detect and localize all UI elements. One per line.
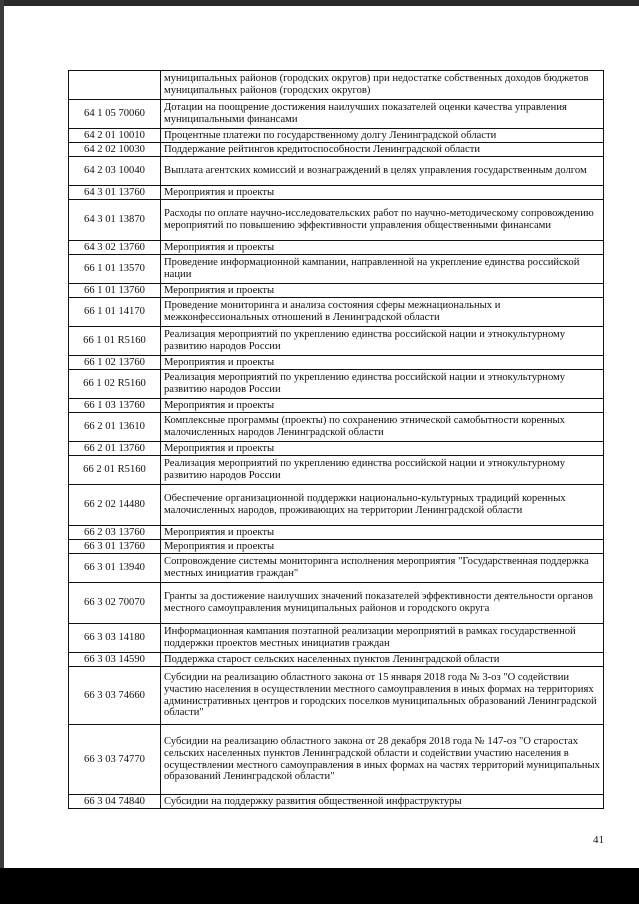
row-description: Субсидии на поддержку развития общественной инфраструктуры [161, 795, 604, 809]
table-row [69, 583, 604, 624]
table-row [69, 200, 604, 241]
row-code [69, 71, 161, 100]
table-row [69, 129, 604, 143]
row-code: 64 3 01 13870 [69, 200, 161, 241]
table-row [69, 356, 604, 370]
row-description: Мероприятия и проекты [161, 540, 604, 554]
budget-classification-table [68, 70, 604, 809]
row-description: Реализация мероприятий по укреплению единства российской нации и этнокультурному развитию народов России [161, 456, 604, 485]
table-row [69, 255, 604, 284]
row-code: 66 3 03 14590 [69, 653, 161, 667]
row-description: Проведение информационной кампании, направленной на укрепление единства российской нации [161, 255, 604, 284]
table-row [69, 485, 604, 526]
row-code: 66 3 01 13760 [69, 540, 161, 554]
row-code: 66 3 03 74770 [69, 725, 161, 795]
table-row [69, 284, 604, 298]
table-row [69, 540, 604, 554]
table-row [69, 442, 604, 456]
row-code: 66 1 02 R5160 [69, 370, 161, 399]
row-code: 66 3 03 74660 [69, 667, 161, 725]
table-row [69, 186, 604, 200]
table-row [69, 554, 604, 583]
row-description: Мероприятия и проекты [161, 186, 604, 200]
row-code: 66 2 01 R5160 [69, 456, 161, 485]
row-code: 66 1 03 13760 [69, 399, 161, 413]
table-row [69, 413, 604, 442]
table-row [69, 143, 604, 157]
row-description: Проведение мониторинга и анализа состояния сферы межнациональных и межконфессиональных отношений в Ленинградской области [161, 298, 604, 327]
row-description: Мероприятия и проекты [161, 356, 604, 370]
row-description: Расходы по оплате научно-исследовательских работ по научно-методическому сопровождению мероприятий по повышению эффективности управления общественными финансами [161, 200, 604, 241]
row-code: 66 3 01 13940 [69, 554, 161, 583]
row-description: Комплексные программы (проекты) по сохранению этнической самобытности коренных малочисленных народов Ленинградской области [161, 413, 604, 442]
scan-top-edge [0, 0, 639, 6]
table-row [69, 241, 604, 255]
row-code: 66 2 01 13610 [69, 413, 161, 442]
row-description: Мероприятия и проекты [161, 442, 604, 456]
row-description: Сопровождение системы мониторинга исполнения мероприятия "Государственная поддержка местных инициатив граждан" [161, 554, 604, 583]
row-description: Мероприятия и проекты [161, 399, 604, 413]
table-row [69, 71, 604, 100]
table-row [69, 327, 604, 356]
table-row [69, 795, 604, 809]
row-code: 66 1 01 14170 [69, 298, 161, 327]
row-code: 64 3 01 13760 [69, 186, 161, 200]
table-row [69, 157, 604, 186]
table-row [69, 653, 604, 667]
table-row [69, 624, 604, 653]
row-code: 66 1 01 R5160 [69, 327, 161, 356]
row-description: Дотации на поощрение достижения наилучших показателей оценки качества управления муниципальными финансами [161, 100, 604, 129]
row-description: Реализация мероприятий по укреплению единства российской нации и этнокультурному развитию народов России [161, 370, 604, 399]
table-row [69, 370, 604, 399]
row-description: Мероприятия и проекты [161, 526, 604, 540]
row-code: 66 2 03 13760 [69, 526, 161, 540]
row-code: 66 1 02 13760 [69, 356, 161, 370]
row-code: 64 2 03 10040 [69, 157, 161, 186]
row-description: Поддержка старост сельских населенных пунктов Ленинградской области [161, 653, 604, 667]
scan-left-edge [0, 0, 4, 868]
table-row [69, 399, 604, 413]
table-row [69, 100, 604, 129]
row-code: 66 2 02 14480 [69, 485, 161, 526]
row-description: Поддержание рейтингов кредитоспособности Ленинградской области [161, 143, 604, 157]
row-description: Обеспечение организационной поддержки национально-культурных традиций коренных малочисленных народов, проживающих на территории Ленинградской области [161, 485, 604, 526]
table-row [69, 526, 604, 540]
row-code: 66 3 04 74840 [69, 795, 161, 809]
row-code: 66 2 01 13760 [69, 442, 161, 456]
row-code: 64 2 02 10030 [69, 143, 161, 157]
row-code: 66 1 01 13760 [69, 284, 161, 298]
row-description: Выплата агентских комиссий и вознаграждений в целях управления государственным долгом [161, 157, 604, 186]
row-description: Субсидии на реализацию областного закона от 28 декабря 2018 года № 147-оз "О старостах сельских населенных пунктов Ленинградской области и содействии участию населения в осуществлении местного самоуправления в иных формах на частях территорий муниципальных образований Ленинградской области" [161, 725, 604, 795]
row-description: Процентные платежи по государственному долгу Ленинградской области [161, 129, 604, 143]
row-code: 64 3 02 13760 [69, 241, 161, 255]
table-row [69, 667, 604, 725]
row-description: муниципальных районов (городских округов) при недостатке собственных доходов бюджетов муниципальных районов (городских округов) [161, 71, 604, 100]
table-row [69, 298, 604, 327]
row-description: Мероприятия и проекты [161, 284, 604, 298]
row-description: Информационная кампания поэтапной реализации мероприятий в рамках государственной поддержки проектов местных инициатив граждан [161, 624, 604, 653]
row-code: 66 3 03 14180 [69, 624, 161, 653]
row-description: Субсидии на реализацию областного закона от 15 января 2018 года № 3-оз "О содействии участию населения в осуществлении местного самоуправления в иных формах на территориях административных центров и городских поселков муниципальных образований Ленинградской области" [161, 667, 604, 725]
page-number: 41 [593, 834, 604, 846]
row-code: 66 1 01 13570 [69, 255, 161, 284]
row-code: 64 1 05 70060 [69, 100, 161, 129]
row-description: Гранты за достижение наилучших значений показателей эффективности деятельности органов местного самоуправления муниципальных районов и городского округа [161, 583, 604, 624]
row-description: Реализация мероприятий по укреплению единства российской нации и этнокультурному развитию народов России [161, 327, 604, 356]
row-code: 64 2 01 10010 [69, 129, 161, 143]
table-row [69, 725, 604, 795]
scan-bottom-edge [0, 868, 639, 904]
row-description: Мероприятия и проекты [161, 241, 604, 255]
row-code: 66 3 02 70070 [69, 583, 161, 624]
table-row [69, 456, 604, 485]
